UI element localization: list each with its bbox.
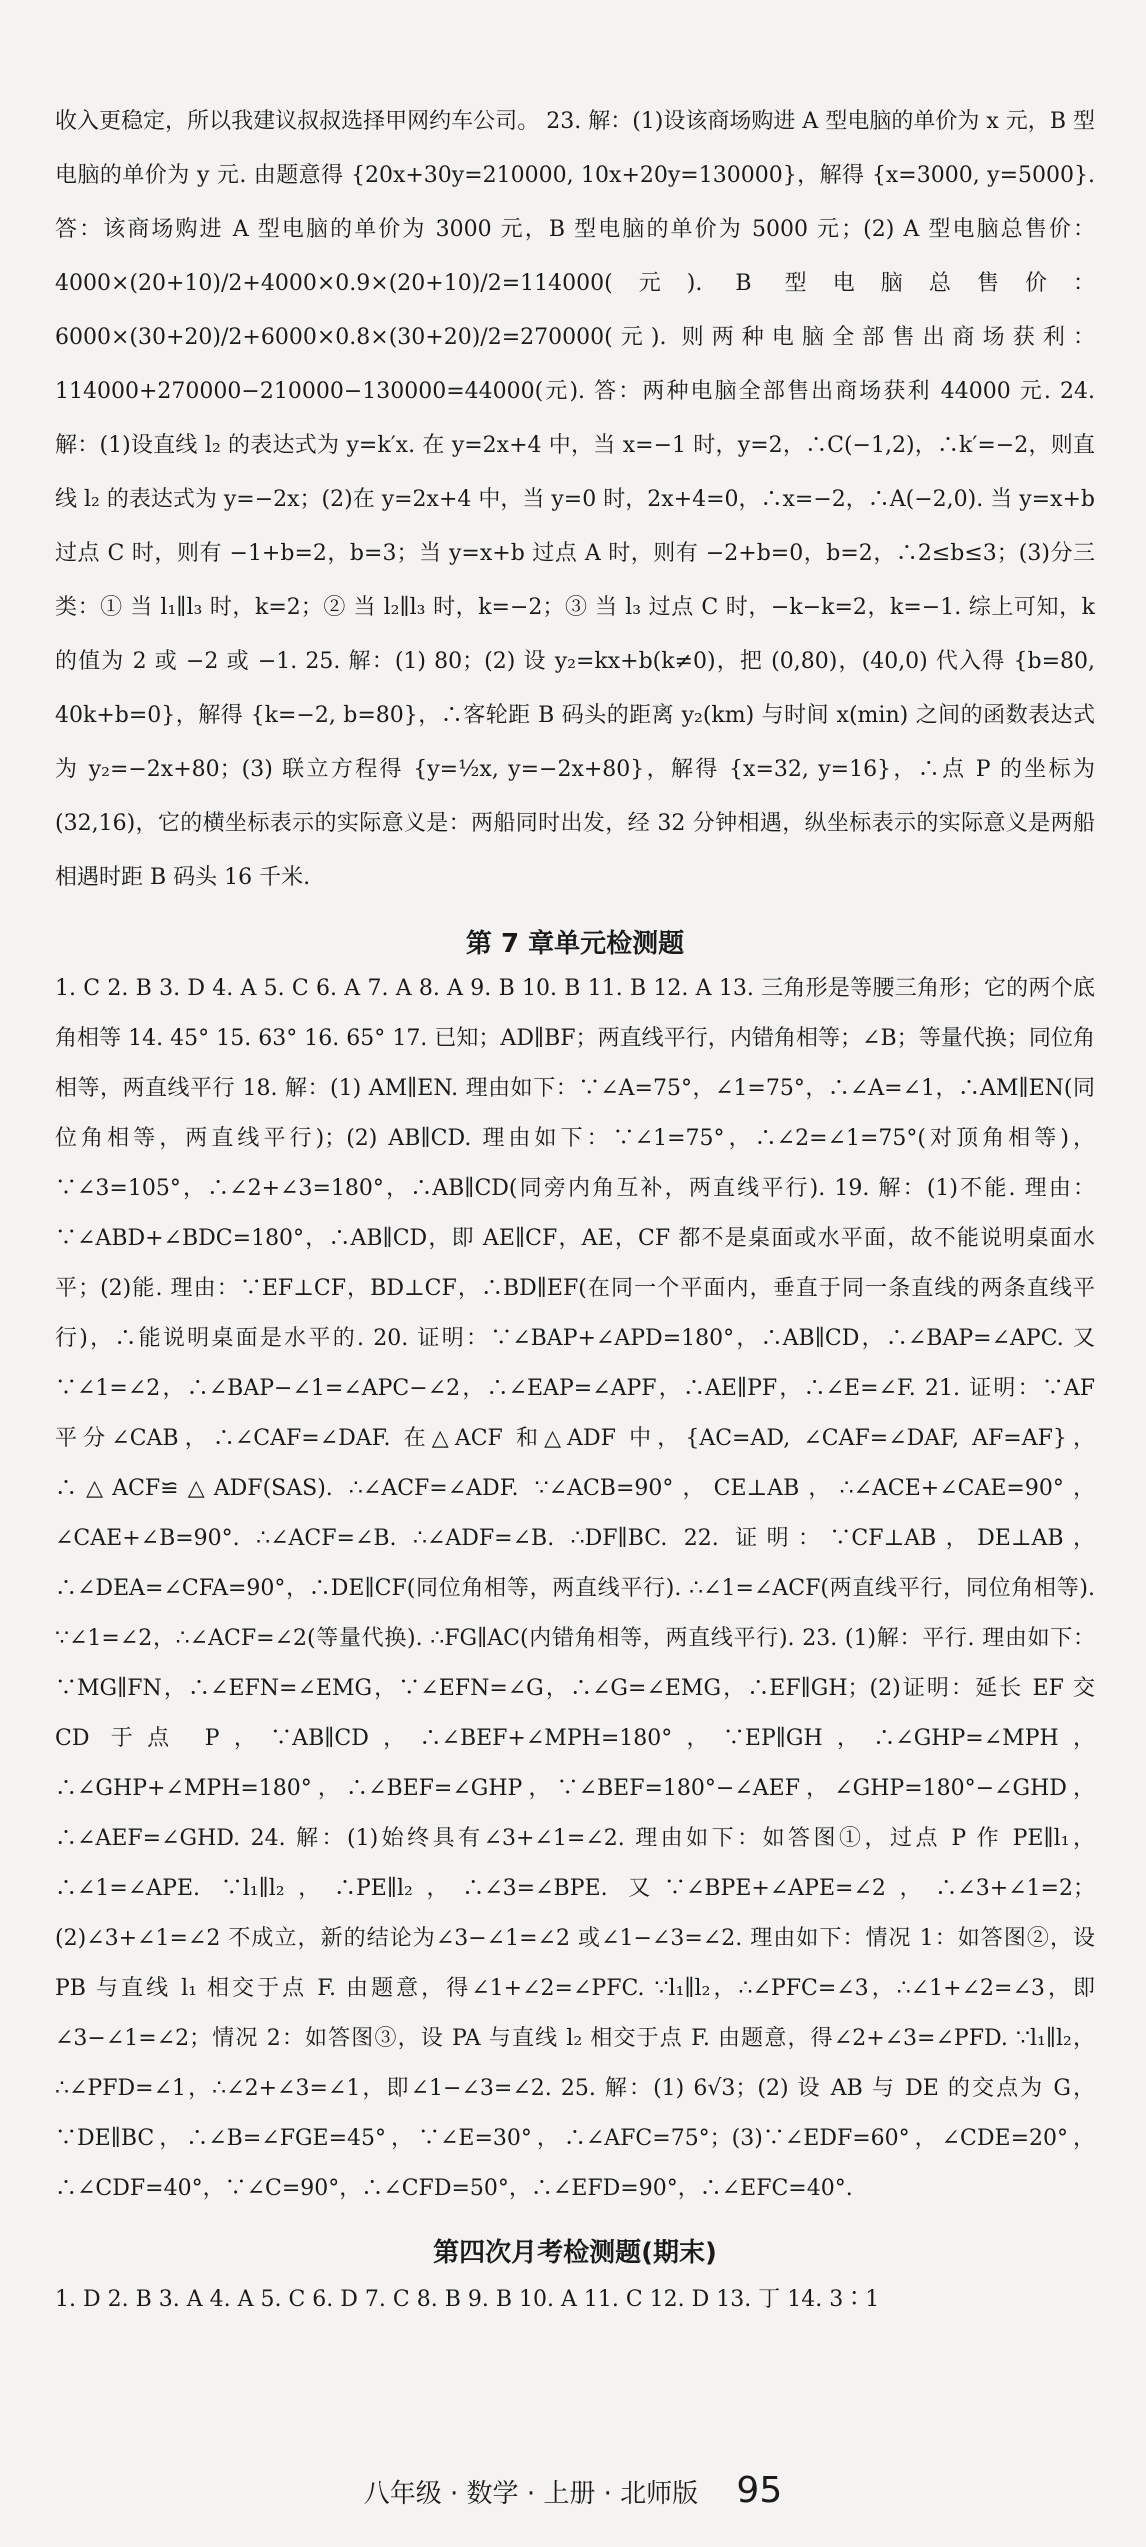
answer-line-monthly-test: 1. D 2. B 3. A 4. A 5. C 6. D 7. C 8. B 9. B 10. A 11. C 12. D 13. 丁 14. 3∶1 bbox=[55, 2287, 880, 2312]
page-content bbox=[55, 95, 1095, 2327]
page-footer bbox=[0, 2470, 1146, 2511]
section-title-monthly-test: 第四次月考检测题(期末) bbox=[433, 2238, 717, 2268]
section-title-chapter7: 第 7 章单元检测题 bbox=[465, 929, 685, 959]
footer-label: 八年级 · 数学 · 上册 · 北师版 bbox=[363, 2479, 699, 2509]
answer-paragraph-23-25: 收入更稳定，所以我建议叔叔选择甲网约车公司。 23. 解：(1)设该商场购进 A 型电脑的单价为 x 元，B 型电脑的单价为 y 元. 由题意得 {20x+30y=210000, 10x+20y=130000}，解得 {x=3000, y=5000}. 答：该商场购进 A 型电脑的单价为 3000 元，B 型电脑的单价为 5000 元；(2) A 型电脑总售价：4000×(20+10)/2+4000×0.9×(20+10)/2=114000(元). B 型电脑总售价：6000×(30+20)/2+6000×0.8×(30+20)/2=270000(元). 则两种电脑全部售出商场获利：114000+270000−210000−130000=44000(元). 答：两种电脑全部售出商场获利 44000 元. 24. 解：(1)设直线 l₂ 的表达式为 y=k′x. 在 y=2x+4 中，当 x=−1 时，y=2，∴C(−1,2)，∴k′=−2，则直线 l₂ 的表达式为 y=−2x；(2)在 y=2x+4 中，当 y=0 时，2x+4=0，∴x=−2，∴A(−2,0). 当 y=x+b 过点 C 时，则有 −1+b=2，b=3；当 y=x+b 过点 A 时，则有 −2+b=0，b=2，∴2≤b≤3；(3)分三类：① 当 l₁∥l₃ 时，k=2；② 当 l₂∥l₃ 时，k=−2；③ 当 l₃ 过点 C 时，−k−k=2，k=−1. 综上可知，k 的值为 2 或 −2 或 −1. 25. 解：(1) 80；(2) 设 y₂=kx+b(k≠0)，把 (0,80)，(40,0) 代入得 {b=80, 40k+b=0}，解得 {k=−2, b=80}，∴客轮距 B 码头的距离 y₂(km) 与时间 x(min) 之间的函数表达式为 y₂=−2x+80；(3) 联立方程得 {y=½x, y=−2x+80}，解得 {x=32, y=16}，∴点 P 的坐标为 (32,16)，它的横坐标表示的实际意义是：两船同时出发，经 32 分钟相遇，纵坐标表示的实际意义是两船相遇时距 B 码头 16 千米. bbox=[55, 109, 1096, 890]
page-number: 95 bbox=[736, 2470, 783, 2511]
answer-paragraph-chapter7: 1. C 2. B 3. D 4. A 5. C 6. A 7. A 8. A 9. B 10. B 11. B 12. A 13. 三角形是等腰三角形；它的两个底角相等 14. 45° 15. 63° 16. 65° 17. 已知；AD∥BF；两直线平行，内错角相等；∠B；等量代换；同位角相等，两直线平行 18. 解：(1) AM∥EN. 理由如下：∵∠A=75°，∠1=75°，∴∠A=∠1，∴AM∥EN(同位角相等，两直线平行)；(2) AB∥CD. 理由如下：∵∠1=75°，∴∠2=∠1=75°(对顶角相等)，∵∠3=105°，∴∠2+∠3=180°，∴AB∥CD(同旁内角互补，两直线平行). 19. 解：(1)不能. 理由：∵∠ABD+∠BDC=180°，∴AB∥CD，即 AE∥CF，AE，CF 都不是桌面或水平面，故不能说明桌面水平；(2)能. 理由：∵EF⊥CF，BD⊥CF，∴BD∥EF(在同一个平面内，垂直于同一条直线的两条直线平行)，∴能说明桌面是水平的. 20. 证明：∵∠BAP+∠APD=180°，∴AB∥CD，∴∠BAP=∠APC. 又∵∠1=∠2，∴∠BAP−∠1=∠APC−∠2，∴∠EAP=∠APF，∴AE∥PF，∴∠E=∠F. 21. 证明：∵AF 平分∠CAB，∴∠CAF=∠DAF. 在△ACF 和△ADF 中，{AC=AD, ∠CAF=∠DAF, AF=AF}，∴△ACF≌△ADF(SAS). ∴∠ACF=∠ADF. ∵∠ACB=90°，CE⊥AB，∴∠ACE+∠CAE=90°，∠CAE+∠B=90°. ∴∠ACF=∠B. ∴∠ADF=∠B. ∴DF∥BC. 22. 证明：∵CF⊥AB，DE⊥AB，∴∠DEA=∠CFA=90°，∴DE∥CF(同位角相等，两直线平行). ∴∠1=∠ACF(两直线平行，同位角相等). ∵∠1=∠2，∴∠ACF=∠2(等量代换). ∴FG∥AC(内错角相等，两直线平行). 23. (1)解：平行. 理由如下：∵MG∥FN，∴∠EFN=∠EMG，∵∠EFN=∠G，∴∠G=∠EMG，∴EF∥GH；(2)证明：延长 EF 交 CD 于点 P，∵AB∥CD，∴∠BEF+∠MPH=180°，∵EP∥GH，∴∠GHP=∠MPH，∴∠GHP+∠MPH=180°，∴∠BEF=∠GHP，∵∠BEF=180°−∠AEF，∠GHP=180°−∠GHD，∴∠AEF=∠GHD. 24. 解：(1)始终具有∠3+∠1=∠2. 理由如下：如答图①，过点 P 作 PE∥l₁，∴∠1=∠APE. ∵l₁∥l₂，∴PE∥l₂，∴∠3=∠BPE. 又∵∠BPE+∠APE=∠2，∴∠3+∠1=2；(2)∠3+∠1=∠2 不成立，新的结论为∠3−∠1=∠2 或∠1−∠3=∠2. 理由如下：情况 1：如答图②，设 PB 与直线 l₁ 相交于点 F. 由题意，得∠1+∠2=∠PFC. ∵l₁∥l₂，∴∠PFC=∠3，∴∠1+∠2=∠3，即∠3−∠1=∠2；情况 2：如答图③，设 PA 与直线 l₂ 相交于点 F. 由题意，得∠2+∠3=∠PFD. ∵l₁∥l₂，∴∠PFD=∠1，∴∠2+∠3=∠1，即∠1−∠3=∠2. 25. 解：(1) 6√3；(2) 设 AB 与 DE 的交点为 G，∵DE∥BC，∴∠B=∠FGE=45°，∵∠E=30°，∴∠AFC=75°；(3)∵∠EDF=60°，∠CDE=20°，∴∠CDF=40°，∵∠C=90°，∴∠CFD=50°，∴∠EFD=90°，∴∠EFC=40°. bbox=[55, 976, 1095, 2201]
